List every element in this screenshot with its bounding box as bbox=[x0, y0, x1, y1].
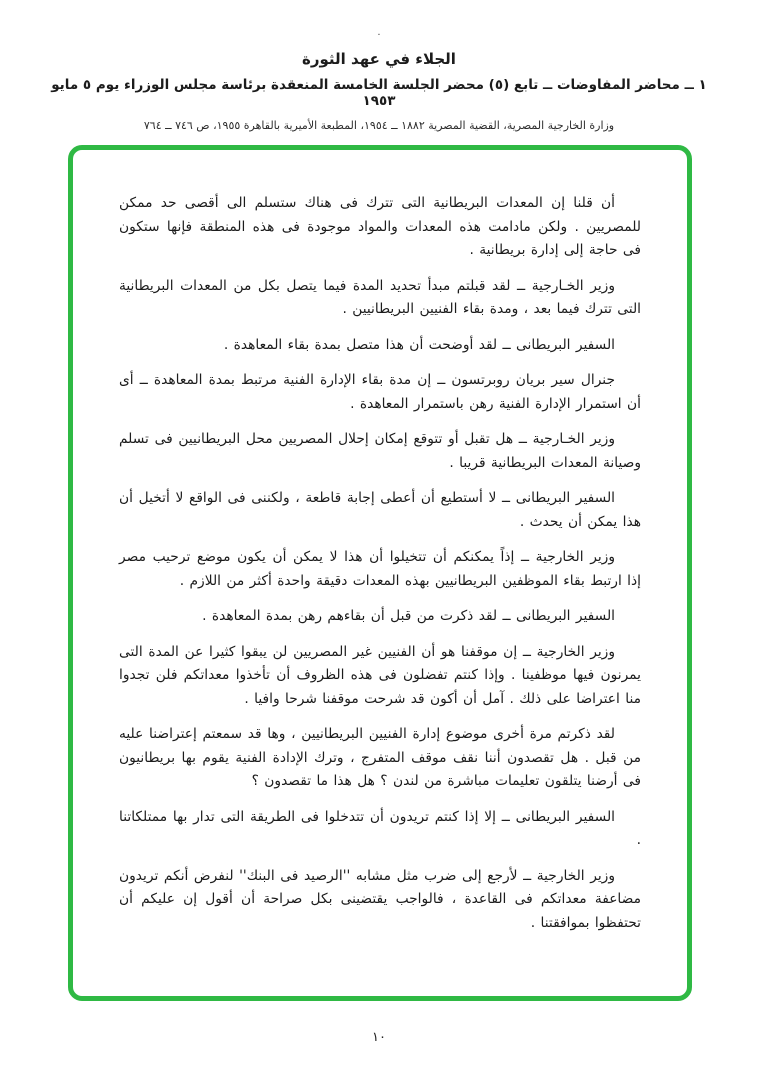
paragraph: السفير البريطانى ــ إلا إذا كنتم تريدون أن تتدخلوا فى الطريقة التى تدار بها ممتلكاتنا . bbox=[119, 808, 641, 848]
source-citation: وزارة الخارجية المصرية، القضية المصرية ١٨٨٢ ــ ١٩٥٤، المطبعة الأميرية بالقاهرة ١٩٥٥، ص ٧٤٦ ــ ٧٦٤ bbox=[143, 119, 615, 132]
header-line: ١ ــ محاضر المفاوضات ــ تابع (٥) محضر الجلسة الخامسة المنعقدة برئاسة مجلس الوزراء يوم ٥ مايو ١٩٥٣ bbox=[51, 77, 707, 109]
top-mark: · bbox=[377, 30, 381, 41]
paragraph: لقد ذكرتم مرة أخرى موضوع إدارة الفنيين البريطانيين ، وها قد سمعتم إعتراضنا عليه من قبل . هل تقصدون أننا نقف موقف المتفرج ، وترك الإدادة الفنية يقوم بها بريطانيون فى أرضنا يتلقون تعليمات مباشرة من لندن ؟ هل هذا ما تقصدون ؟ bbox=[119, 726, 641, 789]
paragraph: السفير البريطانى ــ لا أستطيع أن أعطى إجابة قاطعة ، ولكننى فى الواقع لا أتخيل أن هذا يمكن أن يحدث . bbox=[119, 490, 641, 530]
page-title: الجلاء في عهد الثورة bbox=[302, 50, 456, 68]
paragraph: جنرال سير بريان روبرتسون ــ إن مدة بقاء الإدارة الفنية مرتبط بمدة المعاهدة ــ أى أن استمرار الإدارة الفنية رهن باستمرار المعاهدة . bbox=[119, 372, 641, 412]
paragraph: وزير الخارجية ــ إن موقفنا هو أن الفنيين غير المصريين لن يبقوا كثيرا عن المدة التى يمرنون فيها موظفينا . وإذا كنتم تفضلون فى هذه الظروف أن تأخذوا معداتكم فلن تجدوا منا اعتراضا على ذلك . آمل أن أكون قد شرحت موقفنا شرحا وافيا . bbox=[119, 643, 641, 707]
paragraph: السفير البريطانى ــ لقد ذكرت من قبل أن بقاءهم رهن بمدة المعاهدة . bbox=[202, 608, 615, 624]
highlight-annotation-box bbox=[68, 145, 692, 1001]
document-body bbox=[119, 192, 641, 935]
paragraph: وزير الخـارجية ــ هل تقبل أو تتوقع إمكان إحلال المصريين محل البريطانيين فى تسلم وصيانة المعدات البريطانية قريبا . bbox=[119, 431, 641, 471]
paragraph: أن قلنا إن المعدات البريطانية التى تترك فى هناك ستسلم الى أقصى حد ممكن للمصريين . ولكن مادامت هذه المعدات والمواد موجودة فى هذه المنطقة فإنها ستكون فى حاجة إلى إدارة بريطانية . bbox=[119, 195, 641, 258]
paragraph: وزير الخارجية ــ إذاً يمكنكم أن تتخيلوا أن هذا لا يمكن أن يكون موضع ترحيب مصر إذا ارتبط بقاء الموظفين البريطانيين بهذه المعدات دقيقة واحدة أكثر من اللازم . bbox=[119, 549, 641, 589]
page-number: ١٠ bbox=[372, 1030, 386, 1045]
paragraph: السفير البريطانى ــ لقد أوضحت أن هذا متصل بمدة بقاء المعاهدة . bbox=[223, 336, 615, 353]
paragraph: وزير الخـارجية ــ لقد قبلتم مبدأ تحديد المدة فيما يتصل بكل من المعدات البريطانية التى تترك فيما بعد ، ومدة بقاء الفنيين البريطانيين . bbox=[119, 277, 641, 317]
paragraph: وزير الخارجية ــ لأرجع إلى ضرب مثل مشابه ''الرصيد فى البنك'' لنفرض أنكم تريدون مضاعفة معداتكم فى القاعدة ، فالواجب يقتضينى بكل صراحة أن أقول إن عليكم أن تحتفظوا بموافقتنا . bbox=[119, 867, 641, 931]
document-header bbox=[0, 50, 758, 132]
